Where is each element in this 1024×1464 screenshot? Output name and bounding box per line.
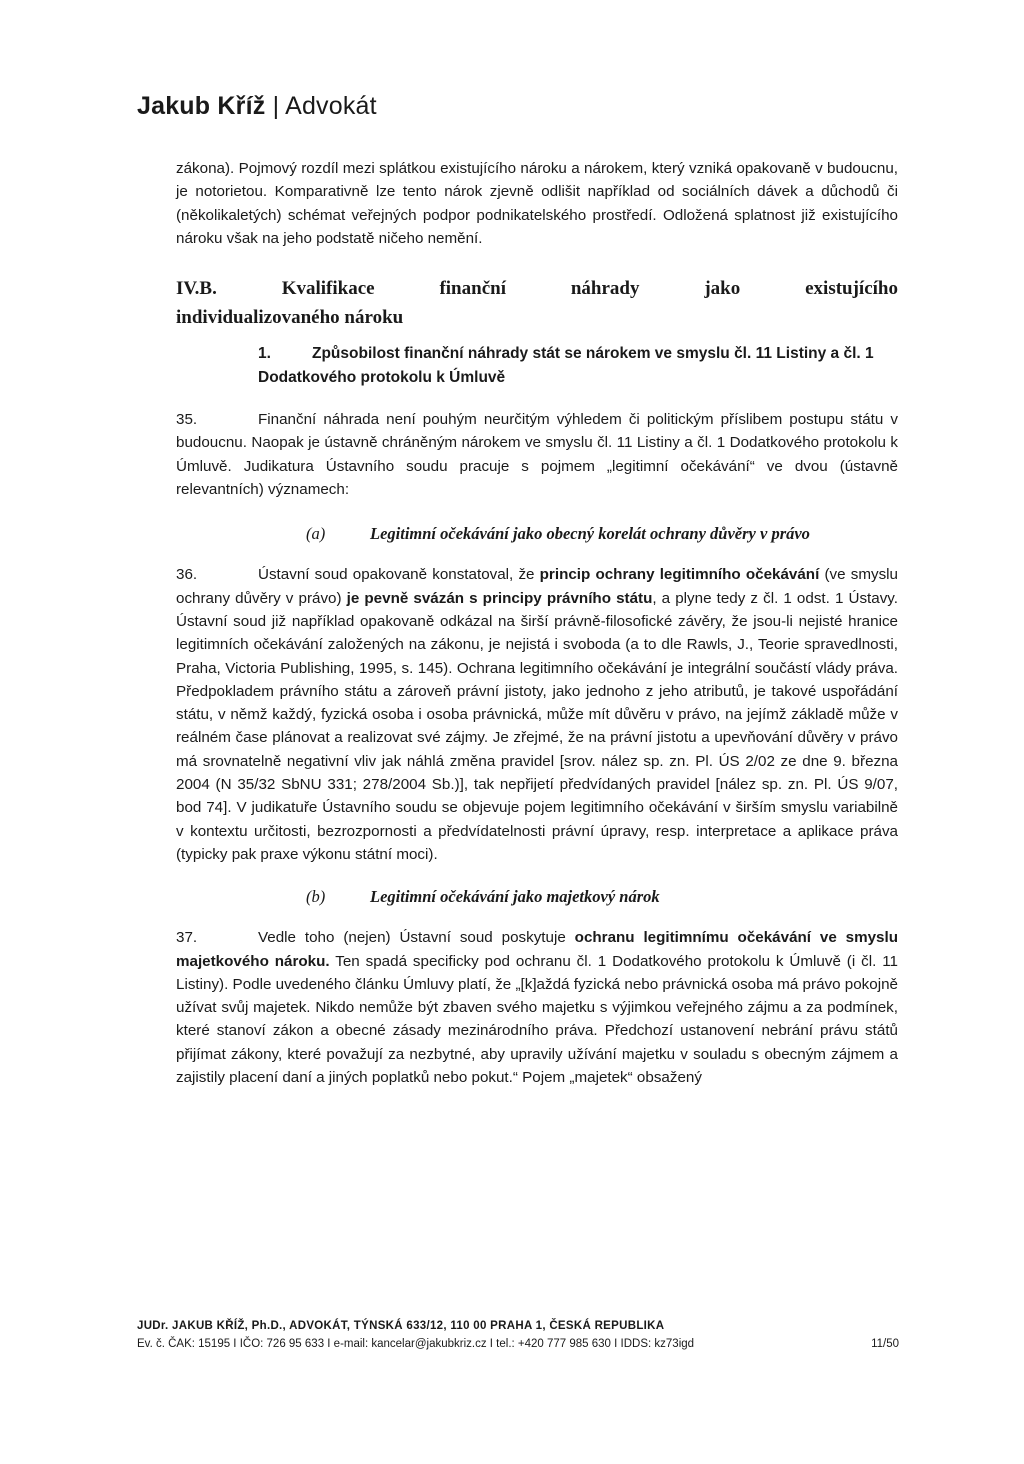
paragraph-37 xyxy=(176,926,898,1089)
footer-address: JUDr. JAKUB KŘÍŽ, Ph.D., ADVOKÁT, TÝNSKÁ 633/12, 110 00 PRAHA 1, ČESKÁ REPUBLIKA xyxy=(137,1320,665,1332)
subsection-title: Způsobilost finanční náhrady stát se nárokem ve smyslu čl. 11 Listiny a čl. 1 Dodatkového protokolu k Úmluvě xyxy=(258,345,874,387)
paragraph-text: , a plyne tedy z čl. 1 odst. 1 Ústavy. Ústavní soud již například opakovaně odkázal na širší právně-filosofické závěry, že jsou-li nejisté hranice legitimních očekávání založených na zákonu, je nejistá i svoboda (a to dle Rawls, J., Teorie spravedlnosti, Praha, Victoria Publishing, 1995, s. 145). Ochrana legitimního očekávání je integrální součástí vlády práva. Předpokladem právního státu a zároveň právní jistoty, jako jednoho z jeho atributů, je takové uspořádání státu, v němž každý, fyzická osoba i osoba právnická, může mít důvěru v právo, na jejímž základě může v reálném čase plánovat a realizovat své zájmy. Je zřejmé, že na právní jistotu a upevňování důvěry v právo má srovnatelně negativní vliv jak náhlá změna pravidel [srov. nález sp. zn. Pl. ÚS 2/02 ze dne 9. března 2004 (N 35/32 SbNU 331; 278/2004 Sb.)], tak nepřijetí předvídaných pravidel [nález sp. zn. Pl. ÚS 9/07, bod 74]. V judikatuře Ústavního soudu se objevuje pojem legitimního očekávání v širším smyslu variabilně v kontextu určitosti, bezrozpornosti a předvídatelnosti právní úpravy, resp. interpretace a aplikace práva (typicky pak praxe výkonu státní moci). xyxy=(176,589,898,863)
subheading-label: (b) xyxy=(306,887,326,907)
paragraph-text: Ústavní soud opakovaně konstatoval, že xyxy=(258,566,540,584)
letterhead-title: Advokát xyxy=(285,92,377,120)
lawyer-name: Jakub Kříž xyxy=(137,92,266,120)
page-number: 11/50 xyxy=(871,1338,899,1350)
subsection-number: 1. xyxy=(258,345,271,363)
paragraph-number: 35. xyxy=(176,411,198,429)
section-title-word: Kvalifikace xyxy=(281,278,375,300)
section-heading xyxy=(176,274,898,332)
intro-paragraph: zákona). Pojmový rozdíl mezi splátkou existujícího nároku a nárokem, který vzniká opakovaně v budoucnu, je notorietou. Komparativně lze tento nárok zjevně odlišit například od sociálních dávek a důchodů či (několikaletých) schémat veřejných podpor podnikatelského prostředí. Odložená splatnost již existujícího nároku však na jeho podstatě ničeho nemění. xyxy=(176,160,898,247)
letterhead xyxy=(137,92,377,121)
section-title-word: náhrady xyxy=(570,278,640,300)
paragraph-text: Vedle toho (nejen) Ústavní soud poskytuje xyxy=(258,929,575,947)
subheading-text: Legitimní očekávání jako obecný korelát ochrany důvěry v právo xyxy=(370,524,810,544)
paragraph-number: 37. xyxy=(176,929,198,947)
paragraph-36 xyxy=(176,563,898,866)
footer-contacts: Ev. č. ČAK: 15195 I IČO: 726 95 633 I e-mail: kancelar@jakubkriz.cz I tel.: +420 777 985 630 I IDDS: kz73igd xyxy=(137,1338,695,1350)
subheading-text: Legitimní očekávání jako majetkový nárok xyxy=(370,887,660,907)
letterhead-separator: | xyxy=(272,92,280,120)
subheading-b xyxy=(306,884,898,910)
section-title-line2: individualizovaného nároku xyxy=(176,307,404,329)
section-title-word: jako xyxy=(704,278,741,300)
emphasis-text: ochranu legitimnímu očekávání ve smyslu majetkového nároku. xyxy=(176,929,898,970)
section-title-word: finanční xyxy=(439,278,506,300)
section-number: IV.B. xyxy=(176,278,217,300)
paragraph-35 xyxy=(176,408,898,501)
subsection-heading xyxy=(258,342,898,390)
emphasis-text: je pevně svázán s principy právního státu xyxy=(346,589,653,607)
paragraph-number: 36. xyxy=(176,566,198,584)
paragraph-text: (ve smyslu ochrany důvěry v právo) xyxy=(176,566,898,607)
subheading-a xyxy=(306,521,898,547)
paragraph-text: Ten spadá specificky pod ochranu čl. 1 Dodatkového protokolu k Úmluvě (i čl. 11 Listiny). Podle uvedeného článku Úmluvy platí, že „[k]aždá fyzická nebo právnická osoba má právo pokojně užívat svůj majetek. Nikdo nemůže být zbaven svého majetku s výjimkou veřejného zájmu a za podmínek, které stanoví zákon a obecné zásady mezinárodního práva. Předchozí ustanovení nebrání právu států přijímat zákony, které považují za nezbytné, aby upravily užívání majetku v souladu s obecným zájmem a zajistily placení daní a jiných poplatků nebo pokut.“ Pojem „majetek“ obsažený xyxy=(176,952,898,1087)
emphasis-text: princip ochrany legitimního očekávání xyxy=(539,566,820,584)
subheading-label: (a) xyxy=(306,524,326,544)
section-title-word: existujícího xyxy=(805,278,898,300)
paragraph-text: Finanční náhrada není pouhým neurčitým výhledem či politickým příslibem postupu státu v budoucnu. Naopak je ústavně chráněným nárokem ve smyslu čl. 11 Listiny a čl. 1 Dodatkového protokolu k Úmluvě. Judikatura Ústavního soudu pracuje s pojmem „legitimní očekávání“ ve dvou (ústavně relevantních) významech: xyxy=(176,411,898,499)
page-footer xyxy=(137,1320,899,1350)
document-body xyxy=(176,157,898,1089)
